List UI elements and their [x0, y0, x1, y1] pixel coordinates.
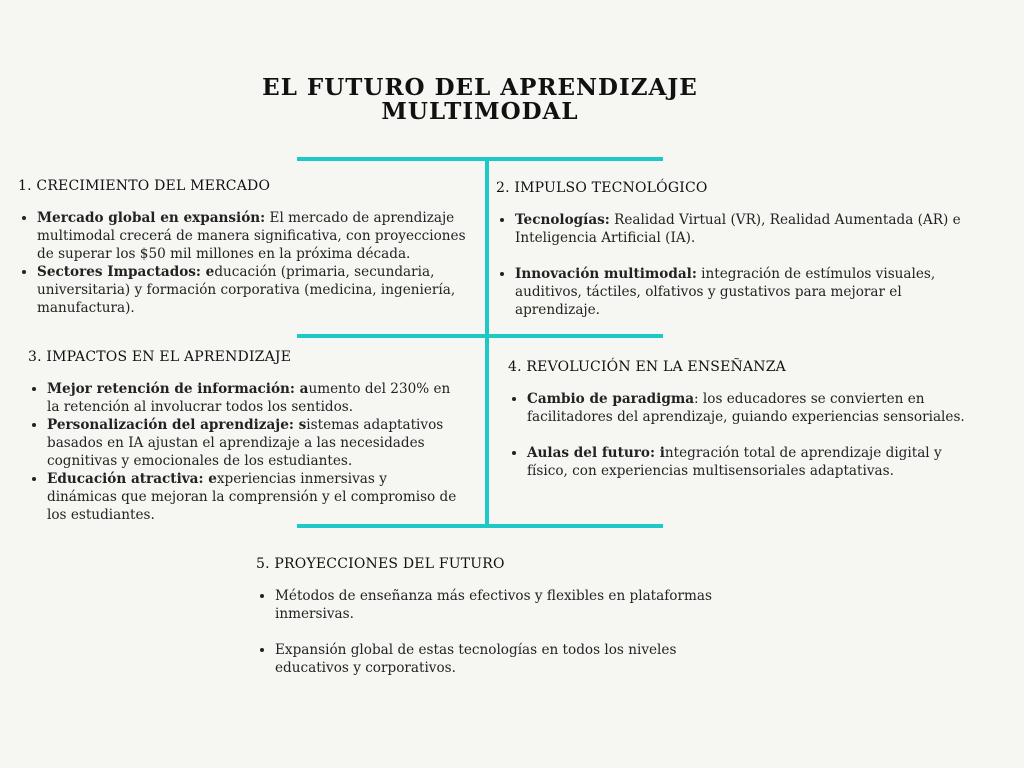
section-tech-drive — [496, 179, 986, 319]
item-text: : los educadores se convierten en facilitadores del aprendizaje, guiando experiencias sensoriales. — [527, 391, 965, 425]
item-text: istemas adaptativos basados en IA ajustan el aprendizaje a las necesidades cognitivas y emocionales de los estudiantes. — [47, 417, 444, 469]
item-text: ntegración total de aprendizaje digital y físico, con experiencias multisensoriales adaptativas. — [527, 445, 942, 479]
section-heading: 3. IMPACTOS EN EL APRENDIZAJE — [28, 349, 292, 365]
section-teaching-revolution — [508, 358, 983, 480]
list-item — [37, 263, 470, 317]
section-heading: 4. REVOLUCIÓN EN LA ENSEÑANZA — [508, 359, 786, 375]
page-title — [200, 76, 760, 124]
list-item — [275, 641, 726, 677]
section-learning-impacts — [28, 348, 458, 524]
item-label: Personalización del aprendizaje: s — [47, 417, 307, 433]
item-text: ducación (primaria, secundaria, universitaria) y formación corporativa (medicina, ingeniería, manufactura). — [37, 264, 456, 316]
section-market-growth — [18, 177, 470, 317]
list-item — [527, 390, 983, 426]
vertical-divider — [485, 157, 489, 528]
item-text: umento del 230% en la retención al involucrar todos los sentidos. — [47, 381, 451, 415]
list-item — [47, 470, 458, 524]
bullet-list — [496, 211, 986, 319]
list-item — [47, 380, 458, 416]
item-text: El mercado de aprendizaje multimodal crecerá de manera significativa, con proyecciones de superar los $50 mil millones en la próxima década. — [37, 210, 466, 262]
item-label: Sectores Impactados: e — [37, 264, 215, 280]
top-divider — [297, 157, 663, 161]
item-label: Cambio de paradigma — [527, 391, 695, 407]
item-text: Métodos de enseñanza más efectivos y flexibles en plataformas inmersivas. — [275, 588, 712, 622]
list-item — [527, 444, 983, 480]
bullet-list — [508, 390, 983, 480]
section-heading: 2. IMPULSO TECNOLÓGICO — [496, 180, 708, 196]
item-label: Mejor retención de información: a — [47, 381, 309, 397]
title-line-1: EL FUTURO DEL APRENDIZAJE — [262, 74, 698, 101]
item-label: Aulas del futuro: i — [527, 445, 665, 461]
bullet-list — [28, 380, 458, 524]
item-label: Educación atractiva: e — [47, 471, 217, 487]
middle-divider — [297, 334, 663, 338]
bullet-list — [18, 209, 470, 317]
list-item — [275, 587, 726, 623]
list-item — [47, 416, 458, 470]
list-item — [515, 265, 986, 319]
bullet-list — [256, 587, 726, 677]
item-label: Innovación multimodal: — [515, 266, 697, 282]
item-text: Expansión global de estas tecnologías en todos los niveles educativos y corporativos. — [275, 642, 677, 676]
item-text: integración de estímulos visuales, auditivos, táctiles, olfativos y gustativos para mejorar el aprendizaje. — [515, 266, 936, 318]
bottom-divider — [297, 524, 663, 528]
item-text: Realidad Virtual (VR), Realidad Aumentada (AR) e Inteligencia Artificial (IA). — [515, 212, 961, 246]
item-label: Tecnologías: — [515, 212, 610, 228]
title-line-2: MULTIMODAL — [381, 98, 579, 125]
item-text: xperiencias inmersivas y dinámicas que mejoran la comprensión y el compromiso de los estudiantes. — [47, 471, 457, 523]
section-heading: 5. PROYECCIONES DEL FUTURO — [256, 556, 505, 572]
item-label: Mercado global en expansión: — [37, 210, 266, 226]
section-heading: 1. CRECIMIENTO DEL MERCADO — [18, 178, 271, 194]
section-future-projections — [256, 555, 726, 677]
list-item — [515, 211, 986, 247]
list-item — [37, 209, 470, 263]
